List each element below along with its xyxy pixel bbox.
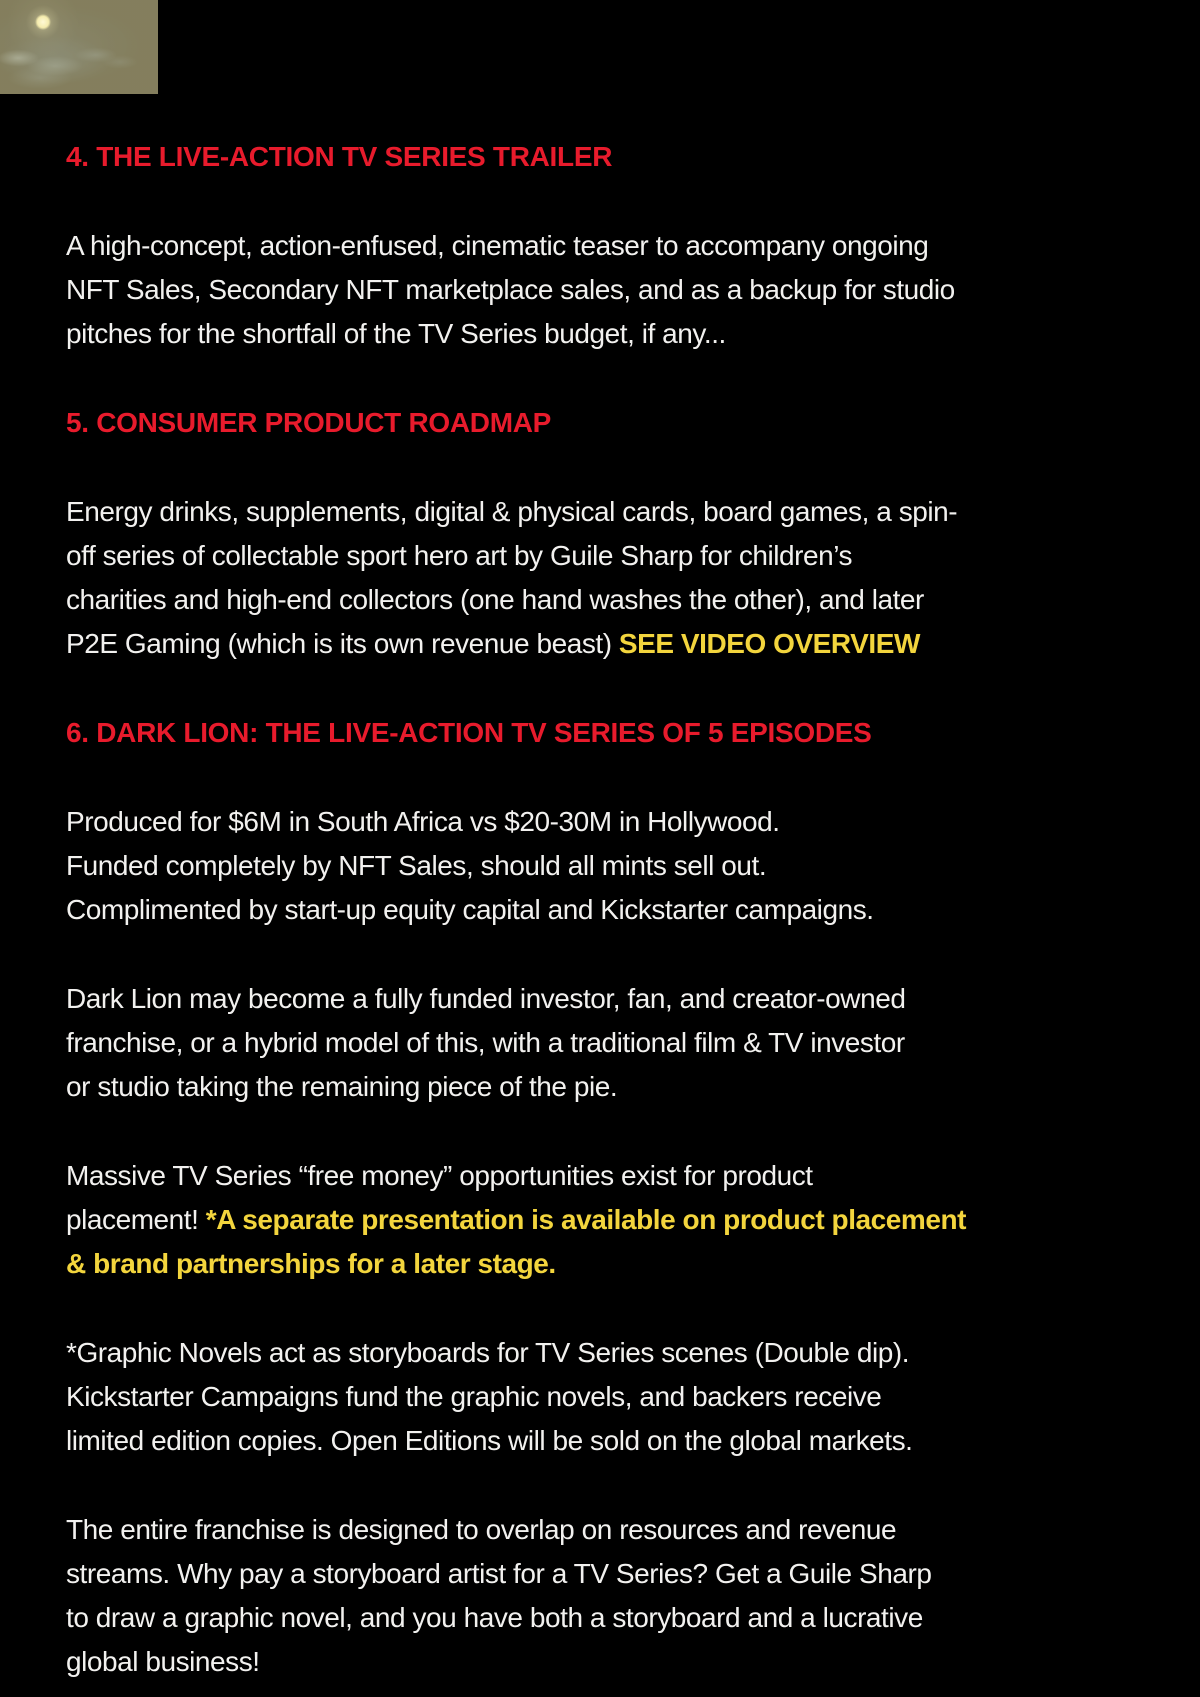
text-segment: limited edition copies. Open Editions will be sold on the global markets. [66, 1425, 913, 1456]
text-line [66, 888, 1160, 932]
text-line [66, 1640, 1160, 1684]
paragraph [66, 490, 1160, 666]
text-segment: NFT Sales, Secondary NFT marketplace sales, and as a backup for studio [66, 274, 955, 305]
text-segment: Funded completely by NFT Sales, should all mints sell out. [66, 850, 767, 881]
text-line [66, 224, 1160, 268]
text-line [66, 1331, 1160, 1375]
text-segment: *Graphic Novels act as storyboards for TV Series scenes (Double dip). [66, 1337, 910, 1368]
paragraph [66, 1508, 1160, 1684]
text-line [66, 800, 1160, 844]
text-line [66, 1198, 1160, 1242]
text-segment: streams. Why pay a storyboard artist for a TV Series? Get a Guile Sharp [66, 1558, 932, 1589]
text-line [66, 622, 1160, 666]
text-segment: global business! [66, 1646, 260, 1677]
product-placement-note: & brand partnerships for a later stage. [66, 1248, 556, 1279]
text-segment: charities and high-end collectors (one hand washes the other), and later [66, 584, 924, 615]
section-heading-6: 6. DARK LION: THE LIVE-ACTION TV SERIES OF 5 EPISODES [66, 717, 872, 748]
text-line [66, 534, 1160, 578]
text-line [66, 977, 1160, 1021]
text-segment: pitches for the shortfall of the TV Series budget, if any... [66, 318, 726, 349]
text-segment: franchise, or a hybrid model of this, with a traditional film & TV investor [66, 1027, 905, 1058]
text-segment: The entire franchise is designed to overlap on resources and revenue [66, 1514, 897, 1545]
text-segment: or studio taking the remaining piece of the pie. [66, 1071, 618, 1102]
text-segment: to draw a graphic novel, and you have both a storyboard and a lucrative [66, 1602, 923, 1633]
text-segment: Produced for $6M in South Africa vs $20-30M in Hollywood. [66, 806, 780, 837]
paragraph [66, 800, 1160, 932]
text-line [66, 268, 1160, 312]
text-line [66, 1596, 1160, 1640]
paragraph [66, 224, 1160, 356]
text-segment: Complimented by start-up equity capital and Kickstarter campaigns. [66, 894, 874, 925]
paragraph [66, 977, 1160, 1109]
section-heading-5: 5. CONSUMER PRODUCT ROADMAP [66, 407, 552, 438]
text-line [66, 1508, 1160, 1552]
paragraph [66, 1331, 1160, 1463]
text-segment: placement! [66, 1204, 206, 1235]
text-segment: Kickstarter Campaigns fund the graphic novels, and backers receive [66, 1381, 882, 1412]
section-dark-lion-tv-series [66, 711, 1160, 1684]
text-line [66, 1552, 1160, 1596]
product-placement-note: *A separate presentation is available on product placement [205, 1204, 967, 1235]
see-video-overview-link[interactable]: SEE VIDEO OVERVIEW [618, 628, 920, 659]
text-segment: Energy drinks, supplements, digital & physical cards, board games, a spin- [66, 496, 958, 527]
text-line [66, 1065, 1160, 1109]
section-heading-4: 4. THE LIVE-ACTION TV SERIES TRAILER [66, 141, 613, 172]
text-line [66, 1419, 1160, 1463]
paragraph [66, 1154, 1160, 1286]
text-line [66, 1154, 1160, 1198]
text-line [66, 844, 1160, 888]
text-line [66, 578, 1160, 622]
text-segment: P2E Gaming (which is its own revenue beast) [66, 628, 619, 659]
text-line [66, 312, 1160, 356]
section-tv-series-trailer [66, 135, 1160, 356]
text-segment: Massive TV Series “free money” opportunities exist for product [66, 1160, 813, 1191]
text-line [66, 490, 1160, 534]
text-line [66, 1021, 1160, 1065]
text-line [66, 1242, 1160, 1286]
text-segment: A high-concept, action-enfused, cinematic teaser to accompany ongoing [66, 230, 929, 261]
text-segment: Dark Lion may become a fully funded investor, fan, and creator-owned [66, 983, 906, 1014]
text-segment: off series of collectable sport hero art by Guile Sharp for children’s [66, 540, 853, 571]
text-line [66, 1375, 1160, 1419]
section-consumer-product-roadmap [66, 401, 1160, 666]
